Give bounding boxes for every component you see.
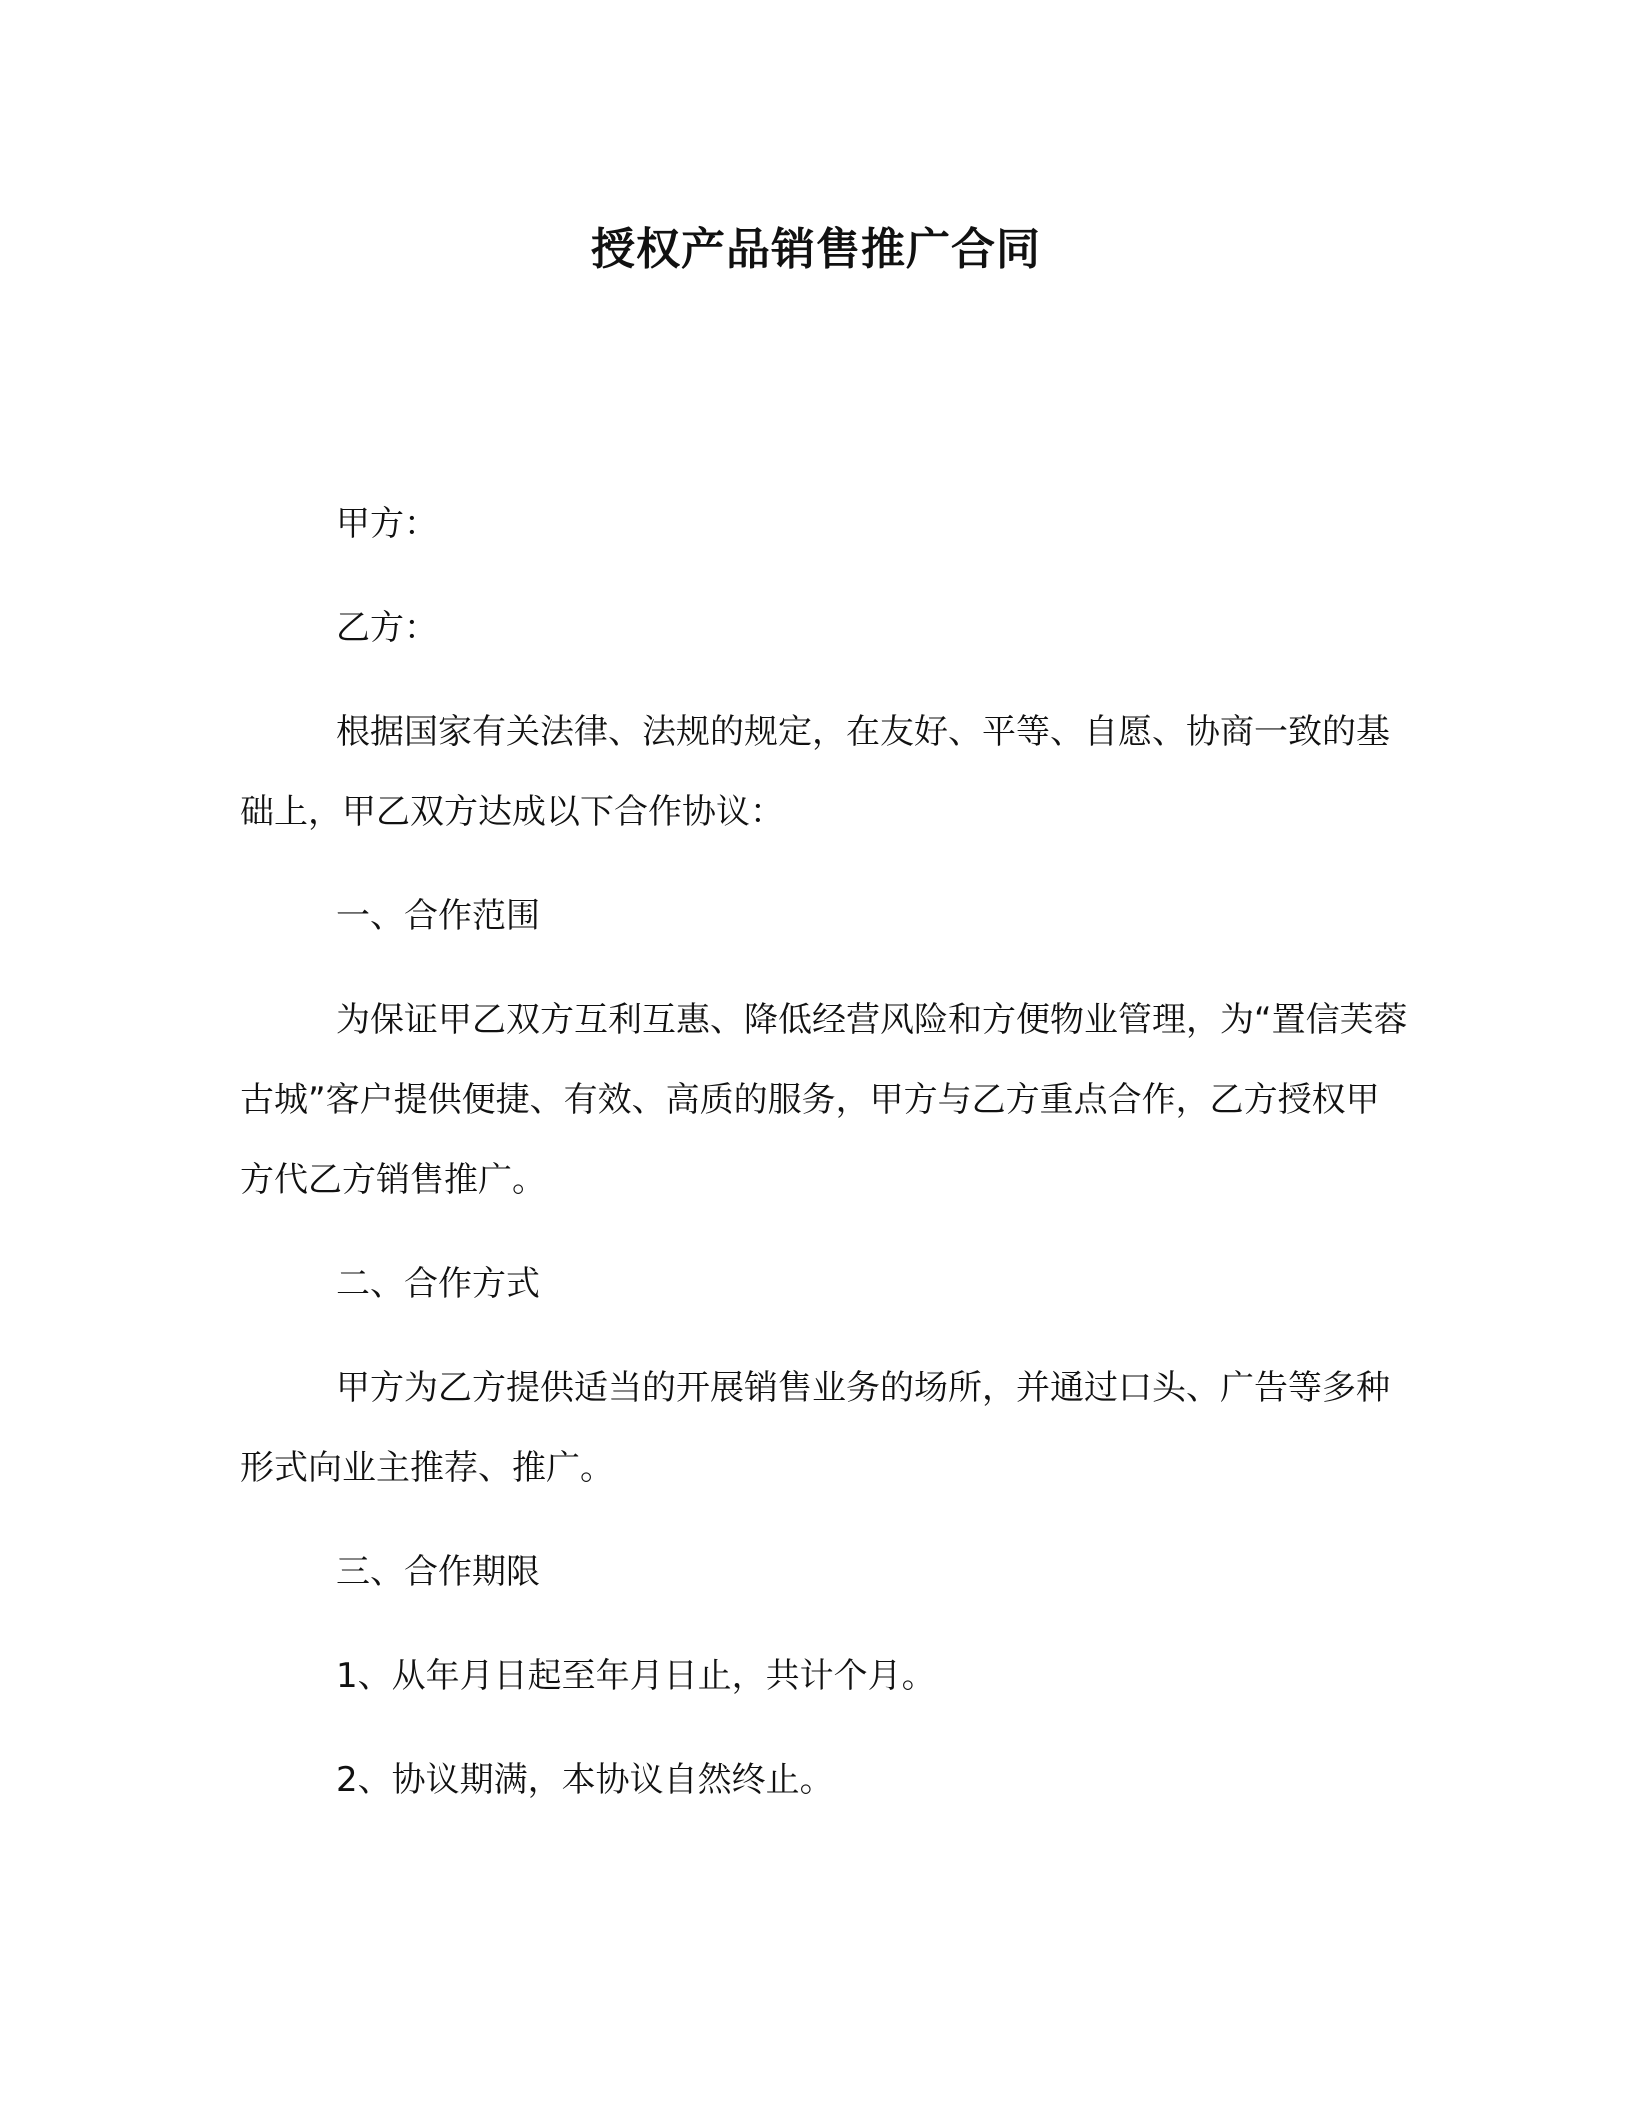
section-heading-scope: 一、合作范围 xyxy=(336,896,540,936)
contract-title: 授权产品销售推广合同 xyxy=(591,224,1041,275)
contract-body xyxy=(240,484,1410,1820)
section-text-method: 甲方为乙方提供适当的开展销售业务的场所，并通过口头、广告等多种形式向业主推荐、推广。 xyxy=(240,1368,1390,1488)
term-item-2: 2、协议期满，本协议自然终止。 xyxy=(336,1760,834,1800)
preamble-paragraph: 根据国家有关法律、法规的规定，在友好、平等、自愿、协商一致的基础上，甲乙双方达成以下合作协议： xyxy=(240,712,1390,832)
section-text-scope: 为保证甲乙双方互利互惠、降低经营风险和方便物业管理，为“置信芙蓉古城”客户提供便捷、有效、高质的服务，甲方与乙方重点合作，乙方授权甲方代乙方销售推广。 xyxy=(240,1000,1408,1200)
party-a-label: 甲方： xyxy=(336,504,438,544)
section-heading-term: 三、合作期限 xyxy=(336,1552,540,1592)
term-item-1: 1、从年月日起至年月日止，共计个月。 xyxy=(336,1656,936,1696)
section-heading-method: 二、合作方式 xyxy=(336,1264,540,1304)
party-b-label: 乙方： xyxy=(336,608,438,648)
